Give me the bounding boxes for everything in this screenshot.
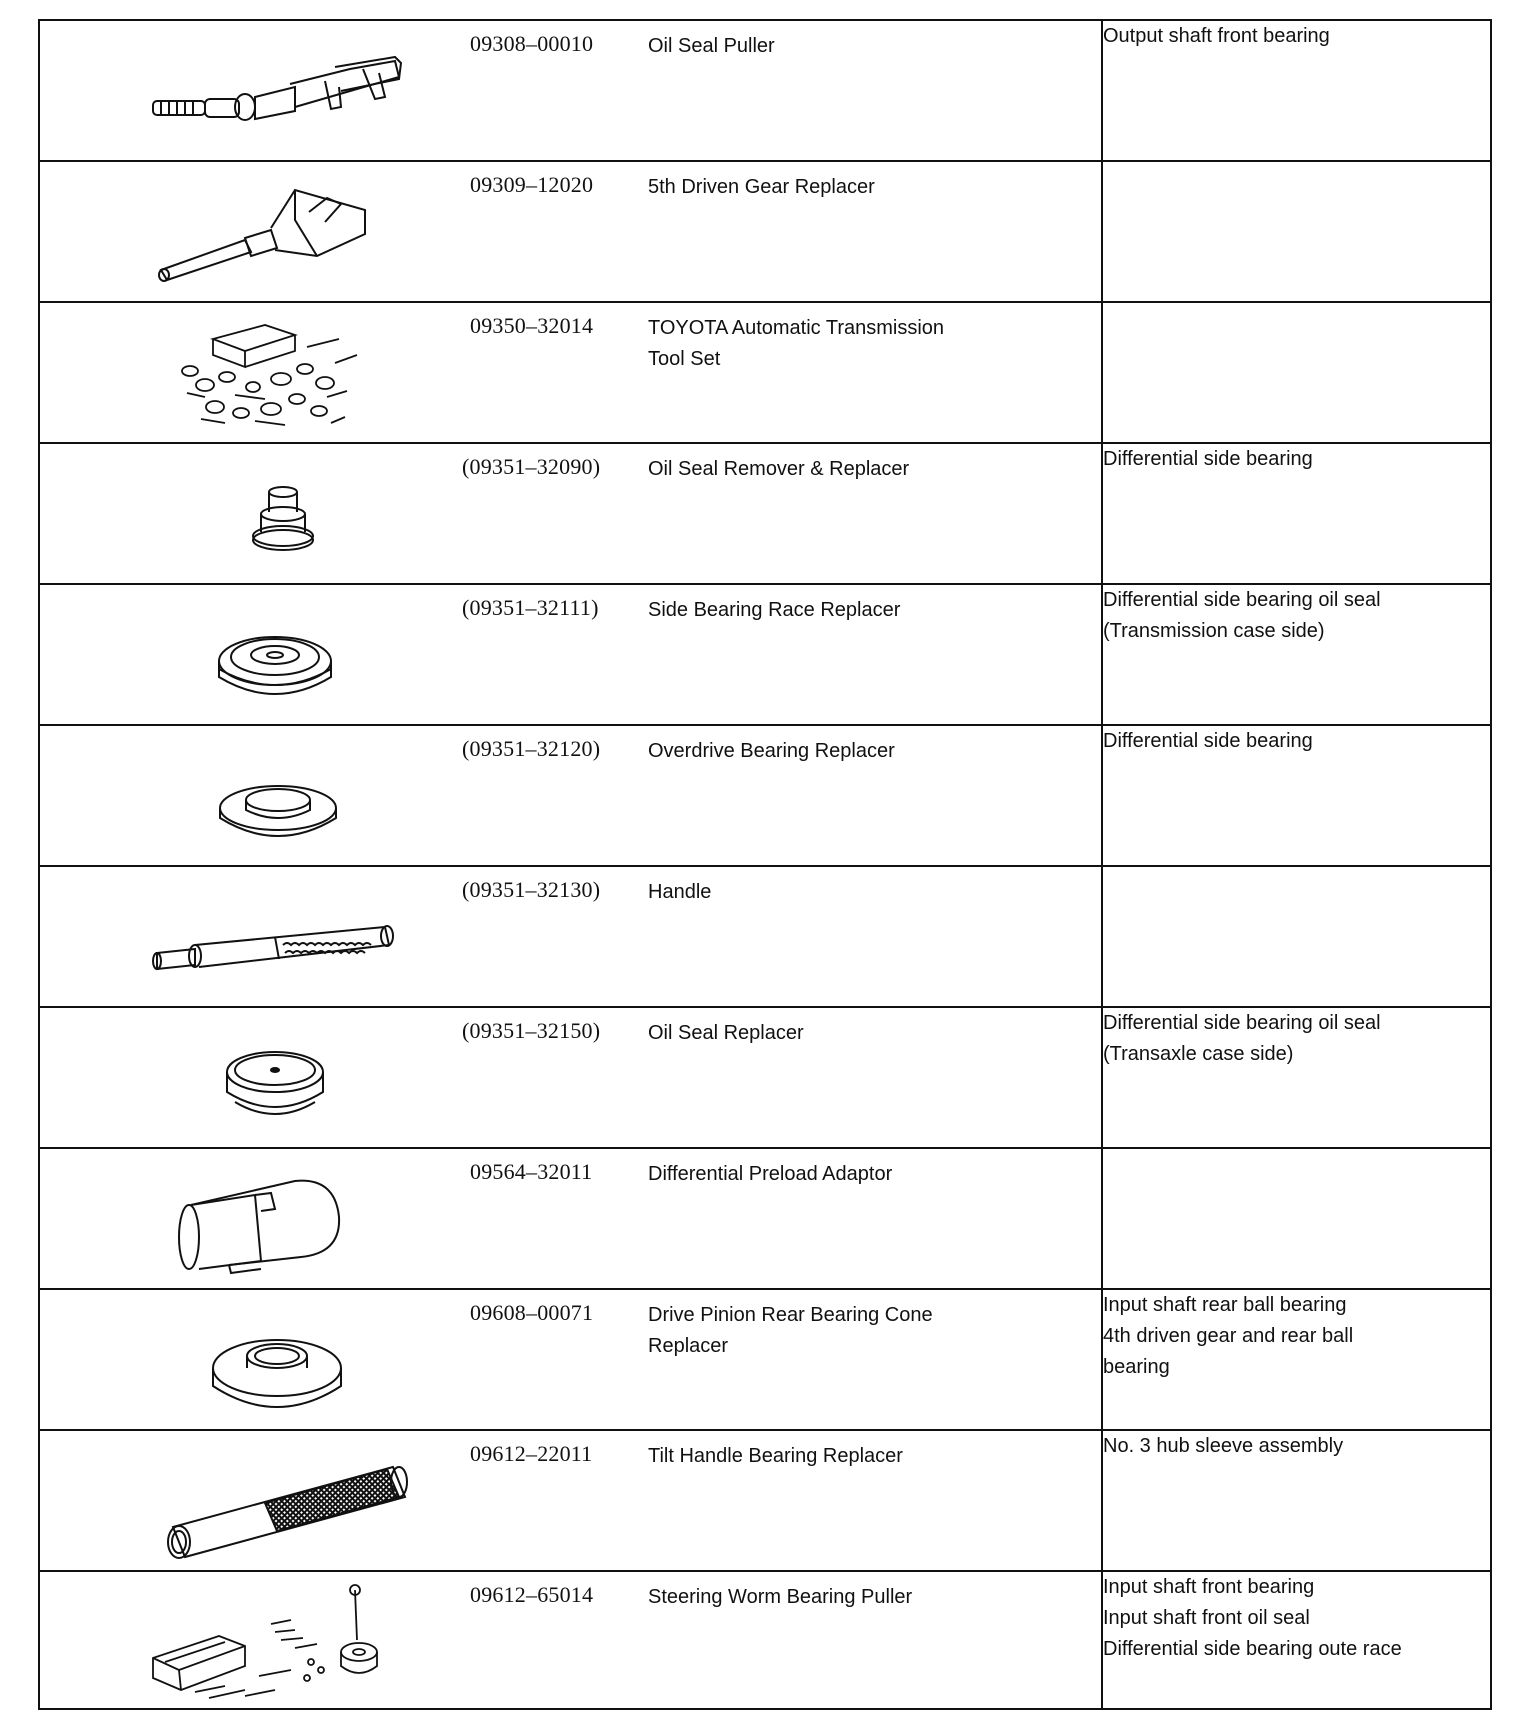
part-number: (09351–32090) <box>462 454 601 479</box>
table-row <box>39 1148 1491 1289</box>
tool-name: Overdrive Bearing Replacer <box>648 740 895 762</box>
table-row <box>39 1571 1491 1709</box>
usage-cell <box>1102 1148 1491 1289</box>
tool-name: Oil Seal Replacer <box>648 1022 804 1044</box>
table-row <box>39 584 1491 725</box>
table-row <box>39 302 1491 443</box>
table-row <box>39 1007 1491 1148</box>
tool-set-icon <box>95 311 425 435</box>
seal-remover-icon <box>95 452 425 576</box>
usage-cell: Differential side bearing oil seal (Transmission case side) <box>1102 584 1491 725</box>
usage-cell <box>1102 866 1491 1007</box>
usage-cell: Output shaft front bearing <box>1102 20 1491 161</box>
usage-cell: Differential side bearing oil seal (Transaxle case side) <box>1102 1007 1491 1148</box>
usage-cell: Input shaft rear ball bearing 4th driven gear and rear ball bearing <box>1102 1289 1491 1430</box>
cone-replacer-icon <box>95 1298 425 1422</box>
usage-cell: Input shaft front bearing Input shaft front oil seal Differential side bearing oute race <box>1102 1571 1491 1709</box>
tool-name: Handle <box>648 881 712 903</box>
tilt-handle-replacer-icon <box>95 1439 425 1563</box>
race-replacer-icon <box>95 593 425 717</box>
table-row <box>39 20 1491 161</box>
tool-name: 5th Driven Gear Replacer <box>648 176 875 198</box>
usage-cell: No. 3 hub sleeve assembly <box>1102 1430 1491 1571</box>
part-number: 09350–32014 <box>470 313 594 338</box>
table-row <box>39 725 1491 866</box>
usage-cell: Differential side bearing <box>1102 443 1491 584</box>
oil-seal-puller-icon <box>95 29 425 153</box>
part-number: 09612–22011 <box>470 1441 593 1466</box>
tool-name: Steering Worm Bearing Puller <box>648 1586 913 1608</box>
tool-name: TOYOTA Automatic Transmission Tool Set <box>648 317 945 370</box>
special-service-tools-table <box>38 19 1492 1710</box>
part-number: (09351–32120) <box>462 736 601 761</box>
part-number: 09308–00010 <box>470 31 594 56</box>
table-row <box>39 443 1491 584</box>
tool-name: Oil Seal Remover & Replacer <box>648 458 910 480</box>
handle-icon <box>95 875 425 999</box>
tool-name: Drive Pinion Rear Bearing Cone Replacer <box>648 1304 933 1357</box>
part-number: 09309–12020 <box>470 172 594 197</box>
worm-bearing-puller-icon <box>95 1580 425 1704</box>
part-number: (09351–32111) <box>462 595 599 620</box>
part-number: (09351–32130) <box>462 877 601 902</box>
table-row <box>39 161 1491 302</box>
tool-name: Side Bearing Race Replacer <box>648 599 901 621</box>
gear-replacer-icon <box>95 170 425 294</box>
usage-cell <box>1102 302 1491 443</box>
oil-seal-replacer-icon <box>95 1016 425 1140</box>
usage-cell <box>1102 161 1491 302</box>
table-row <box>39 1289 1491 1430</box>
table-row <box>39 1430 1491 1571</box>
part-number: 09612–65014 <box>470 1582 594 1607</box>
usage-cell: Differential side bearing <box>1102 725 1491 866</box>
tool-name: Differential Preload Adaptor <box>648 1163 893 1185</box>
overdrive-replacer-icon <box>95 734 425 858</box>
part-number: 09608–00071 <box>470 1300 594 1325</box>
tool-name: Oil Seal Puller <box>648 35 775 57</box>
tool-name: Tilt Handle Bearing Replacer <box>648 1445 903 1467</box>
part-number: (09351–32150) <box>462 1018 601 1043</box>
table-row <box>39 866 1491 1007</box>
preload-adaptor-icon <box>95 1157 425 1281</box>
part-number: 09564–32011 <box>470 1159 593 1184</box>
